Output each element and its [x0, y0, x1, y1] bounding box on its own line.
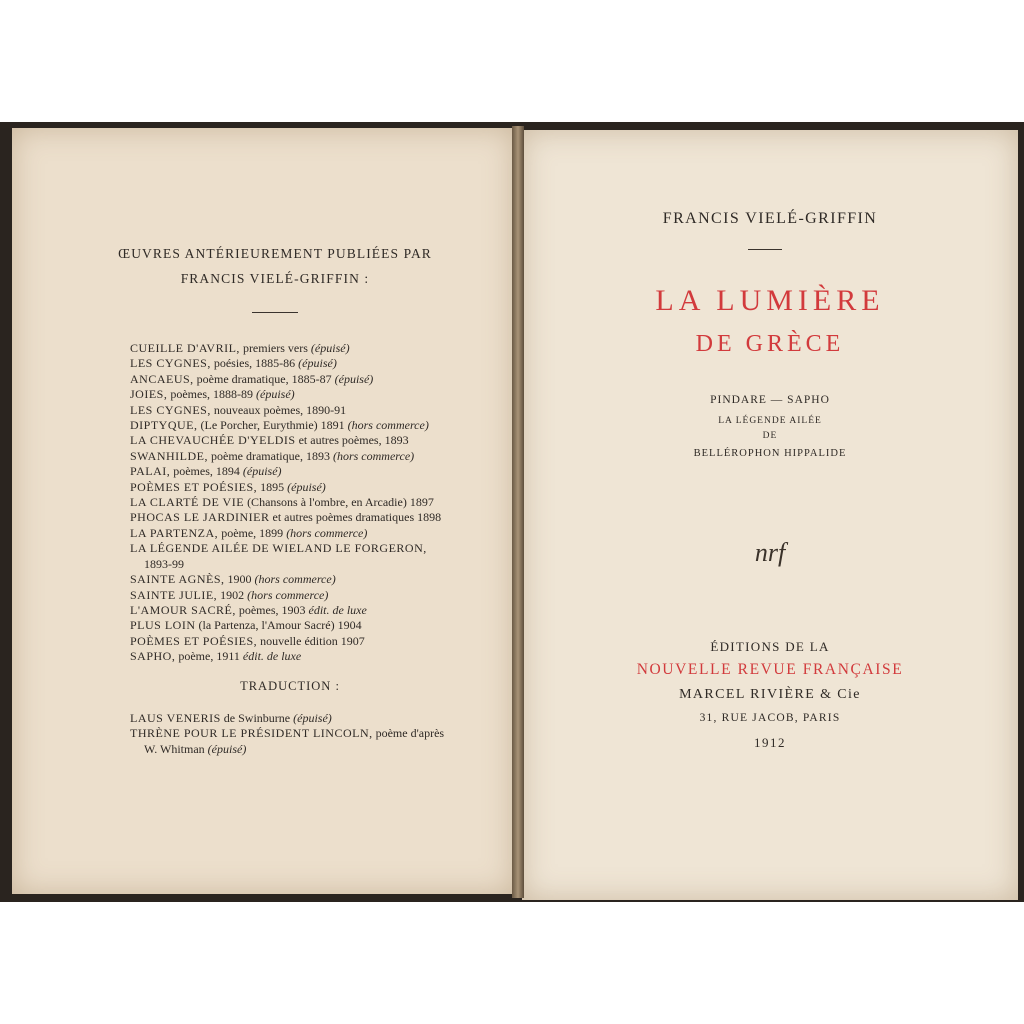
work-title: PALAI, — [130, 464, 171, 479]
work-title: DIPTYQUE, — [130, 418, 198, 433]
list-item — [130, 572, 500, 587]
work-detail: nouveaux poèmes, 1890-91 — [210, 402, 347, 417]
list-item — [130, 711, 490, 726]
work-detail: poème, 1911 — [175, 649, 243, 664]
work-note: (hors commerce) — [347, 418, 429, 433]
work-detail: W. Whitman — [144, 741, 208, 756]
list-item — [130, 541, 500, 556]
list-item — [130, 649, 500, 664]
work-title: LA LÉGENDE AILÉE DE WIELAND LE FORGERON, — [130, 541, 427, 556]
work-note: édit. de luxe — [308, 602, 367, 617]
work-title: LES CYGNES, — [130, 356, 211, 371]
work-title: LA CHEVAUCHÉE D'YELDIS — [130, 433, 296, 448]
work-detail: poème dramatique, 1893 — [208, 448, 333, 463]
list-item — [130, 726, 490, 741]
publisher-line3: MARCEL RIVIÈRE & Cie — [679, 687, 861, 702]
list-item — [130, 495, 500, 510]
work-detail: poème d'après — [372, 726, 445, 741]
work-note: (épuisé) — [298, 356, 337, 371]
work-detail: poèmes, 1888-89 — [167, 387, 256, 402]
list-item — [130, 603, 500, 618]
work-detail: poème, 1899 — [218, 525, 287, 540]
works-heading-line1: ŒUVRES ANTÉRIEUREMENT PUBLIÉES PAR — [118, 246, 432, 261]
work-title: LAUS VENERIS — [130, 711, 221, 725]
list-item — [130, 418, 500, 433]
list-item — [130, 356, 500, 371]
work-note: (épuisé) — [310, 341, 350, 355]
work-detail: nouvelle édition 1907 — [257, 633, 365, 648]
work-title: JOIES, — [130, 387, 168, 402]
work-detail: et autres poèmes dramatiques 1898 — [269, 510, 442, 525]
work-note: (épuisé) — [242, 464, 282, 479]
publication-year: 1912 — [754, 735, 786, 750]
work-detail: poésies, 1885-86 — [210, 356, 299, 371]
book-title-line1: LA LUMIÈRE — [655, 284, 885, 317]
work-detail: premiers vers — [239, 341, 311, 355]
book-title-line2: DE GRÈCE — [695, 331, 845, 357]
work-title: SAPHO, — [130, 649, 176, 664]
work-detail: poèmes, 1894 — [170, 464, 243, 479]
work-title: SWANHILDE, — [130, 448, 208, 463]
list-item — [130, 588, 500, 603]
work-detail: de Swinburne — [220, 711, 294, 725]
list-item — [130, 526, 500, 541]
work-detail: et autres poèmes, 1893 — [295, 433, 409, 448]
list-item — [130, 403, 500, 418]
work-note: (hors commerce) — [254, 572, 336, 587]
work-title: CUEILLE D'AVRIL, — [130, 341, 240, 355]
list-item — [130, 480, 500, 495]
work-detail: 1893-99 — [144, 556, 184, 571]
translation-heading: TRADUCTION : — [240, 679, 340, 693]
work-note: (hors commerce) — [286, 525, 368, 540]
work-title: SAINTE JULIE, — [130, 587, 218, 602]
list-item — [130, 557, 500, 572]
work-title: PLUS LOIN — [130, 618, 196, 633]
work-note: (épuisé) — [207, 741, 247, 756]
work-title: PHOCAS LE JARDINIER — [130, 510, 270, 525]
work-note: (épuisé) — [256, 387, 295, 402]
subtitle-line1: PINDARE — SAPHO — [710, 394, 830, 406]
work-title: LA PARTENZA, — [130, 525, 219, 540]
work-note: édit. de luxe — [242, 649, 302, 664]
work-detail: 1902 — [217, 587, 248, 602]
publisher-line2: NOUVELLE REVUE FRANÇAISE — [636, 661, 904, 678]
publisher-address: 31, RUE JACOB, PARIS — [699, 712, 841, 724]
list-item — [130, 341, 500, 356]
work-note: (hors commerce) — [332, 448, 415, 463]
work-detail: (la Partenza, l'Amour Sacré) 1904 — [195, 618, 362, 633]
work-note: (épuisé) — [334, 371, 374, 386]
work-title: THRÈNE POUR LE PRÉSIDENT LINCOLN, — [130, 726, 373, 741]
right-page — [522, 130, 1018, 900]
work-detail: poèmes, 1903 — [235, 602, 309, 617]
work-detail: 1900 — [224, 572, 255, 587]
list-item — [130, 433, 500, 448]
work-title: ANCAEUS, — [130, 371, 194, 386]
work-title: POÈMES ET POÉSIES, — [130, 633, 258, 648]
subtitle-line4: BELLÉROPHON HIPPALIDE — [693, 448, 847, 459]
work-note: (épuisé) — [287, 479, 326, 494]
list-item — [130, 372, 500, 387]
heading-divider — [252, 312, 298, 313]
list-item — [130, 510, 500, 525]
work-detail: poème dramatique, 1885-87 — [193, 371, 335, 386]
works-heading-line2: FRANCIS VIELÉ-GRIFFIN : — [180, 271, 370, 286]
nrf-logo: nrf — [754, 538, 786, 567]
work-title: POÈMES ET POÉSIES, — [130, 479, 258, 494]
work-detail: 1895 — [257, 479, 288, 494]
list-item — [130, 742, 490, 757]
publisher-line1: ÉDITIONS DE LA — [710, 639, 830, 654]
author-name: FRANCIS VIELÉ-GRIFFIN — [662, 210, 878, 227]
works-list — [130, 341, 500, 665]
work-title: SAINTE AGNÈS, — [130, 572, 225, 587]
translation-list — [130, 711, 490, 757]
list-item — [130, 449, 500, 464]
list-item — [130, 464, 500, 479]
book-gutter — [512, 126, 524, 898]
author-divider — [748, 249, 782, 250]
work-title: L'AMOUR SACRÉ, — [130, 602, 236, 617]
work-detail: (Chansons à l'ombre, en Arcadie) 1897 — [244, 495, 434, 510]
work-note: (hors commerce) — [247, 587, 329, 602]
subtitle-line3: DE — [762, 431, 778, 441]
work-note: (épuisé) — [293, 711, 332, 725]
subtitle-line2: LA LÉGENDE AILÉE — [718, 416, 822, 426]
work-title: LA CLARTÉ DE VIE — [130, 495, 245, 510]
list-item — [130, 387, 500, 402]
list-item — [130, 634, 500, 649]
list-item — [130, 618, 500, 633]
work-title: LES CYGNES, — [130, 402, 211, 417]
work-detail: (Le Porcher, Eurythmie) 1891 — [197, 418, 348, 433]
